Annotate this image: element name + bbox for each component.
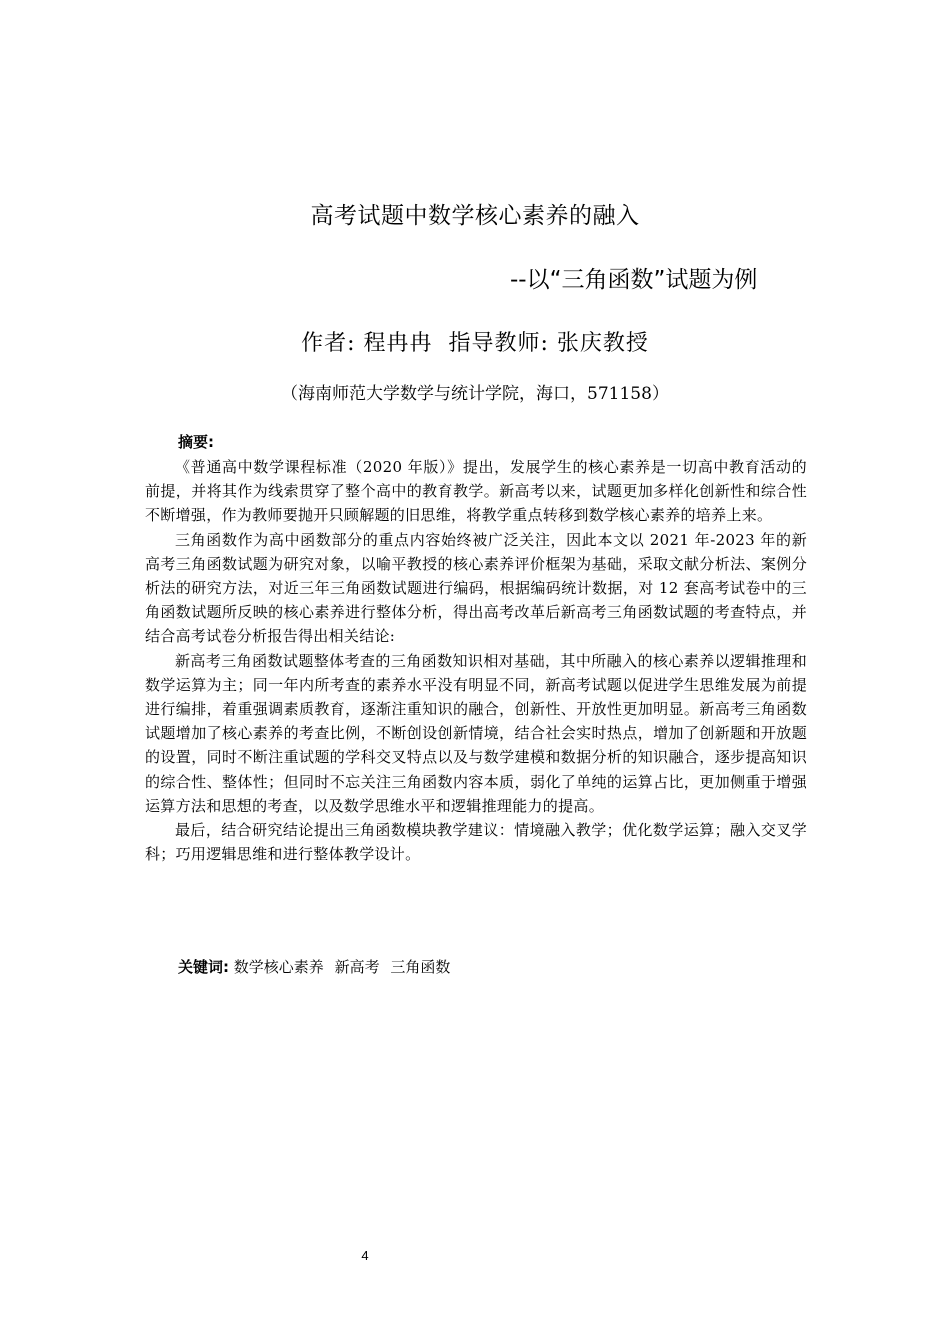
author-line (0, 328, 950, 360)
abstract-body (145, 455, 807, 866)
keywords-label: 关键词: (178, 958, 229, 976)
abstract-heading: 摘要: (178, 433, 214, 451)
page-number: 4 (361, 1248, 369, 1263)
abstract-paragraph: 新高考三角函数试题整体考查的三角函数知识相对基础，其中所融入的核心素养以逻辑推理和数学运算为主；同一年内所考查的素养水平没有明显不同，新高考试题以促进学生思维发展为前提进行编排，着重强调素质教育，逐渐注重知识的融合，创新性、开放性更加明显。新高考三角函数试题增加了核心素养的考查比例，不断创设创新情境，结合社会实时热点，增加了创新题和开放题的设置，同时不断注重试题的学科交叉特点以及与数学建模和数据分析的知识融合，逐步提高知识的综合性、整体性；但同时不忘关注三角函数内容本质，弱化了单纯的运算占比，更加侧重于增强运算方法和思想的考查，以及数学思维水平和逻辑推理能力的提高。 (145, 651, 807, 815)
advisor-name: 张庆教授 (556, 331, 649, 356)
advisor-label: 指导教师: (448, 331, 549, 356)
author-name: 程冉冉 (363, 331, 433, 356)
keyword: 数学核心素养 (233, 958, 324, 976)
abstract-paragraph: 《普通高中数学课程标准（2020 年版）》提出，发展学生的核心素养是一切高中教育活动的前提，并将其作为线索贯穿了整个高中的教育教学。新高考以来，试题更加多样化创新性和综合性不断增强，作为教师要抛开只顾解题的旧思维，将教学重点转移到数学核心素养的培养上来。 (145, 458, 807, 525)
abstract-paragraph: 三角函数作为高中函数部分的重点内容始终被广泛关注，因此本文以 2021 年-2023 年的新高考三角函数试题为研究对象，以喻平教授的核心素养评价框架为基础，采取文献分析法、案例分析法的研究方法，对近三年三角函数试题进行编码，根据编码统计数据，对 12 套高考试卷中的三角函数试题所反映的核心素养进行整体分析，得出高考改革后新高考三角函数试题的考查特点，并结合高考试卷分析报告得出相关结论: (145, 530, 807, 646)
keywords (178, 955, 456, 979)
author-label: 作者: (301, 331, 356, 356)
paper-subtitle: --以“三角函数”试题为例 (510, 267, 758, 293)
keyword: 新高考 (334, 958, 380, 976)
affiliation: （海南师范大学数学与统计学院，海口，571158） (281, 384, 669, 404)
abstract-paragraph: 最后，结合研究结论提出三角函数模块教学建议：情境融入教学；优化数学运算；融入交叉学科；巧用逻辑思维和进行整体教学设计。 (145, 821, 807, 864)
keyword: 三角函数 (390, 958, 451, 976)
paper-title: 高考试题中数学核心素养的融入 (310, 203, 640, 229)
